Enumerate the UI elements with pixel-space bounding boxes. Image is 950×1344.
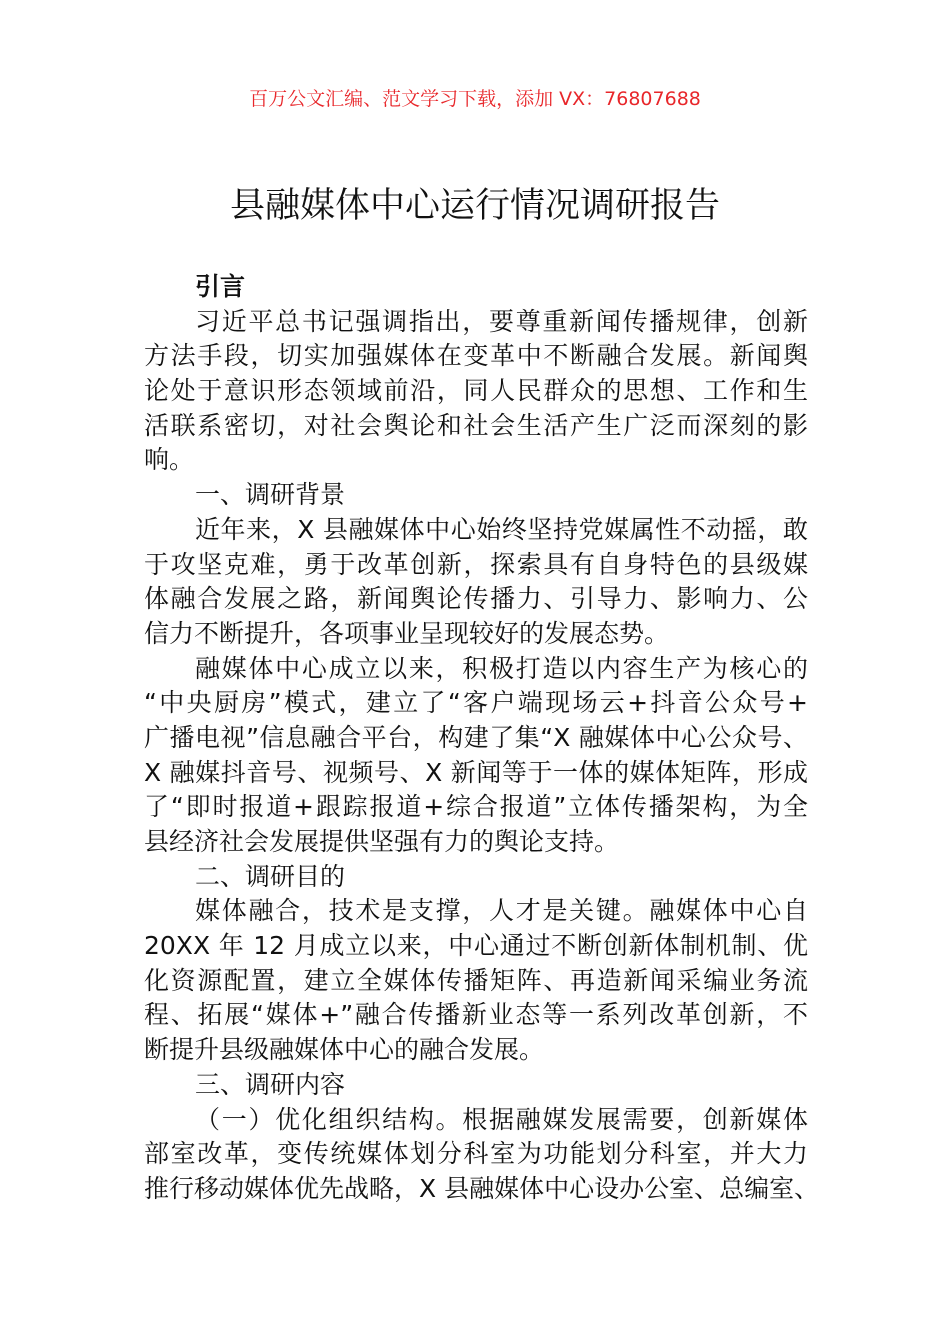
paragraph-line: 化资源配置，建立全媒体传播矩阵、再造新闻采编业务流	[144, 965, 808, 995]
paragraph-line: 20XX 年 12 月成立以来，中心通过不断创新体制机制、优	[144, 931, 808, 961]
paragraph-line: 于攻坚克难，勇于改革创新，探索具有自身特色的县级媒	[144, 549, 808, 579]
paragraph-line: “中央厨房”模式，建立了“客户端现场云+抖音公众号+	[144, 688, 808, 718]
paragraph-line: X 融媒抖音号、视频号、X 新闻等于一体的媒体矩阵，形成	[144, 757, 808, 787]
paragraph-line: 响。	[144, 445, 195, 475]
paragraph-line: 了“即时报道+跟踪报道+综合报道”立体传播架构，为全	[144, 792, 808, 822]
paragraph-line: 部室改革，变传统媒体划分科室为功能划分科室，并大力	[144, 1139, 808, 1169]
paragraph-line: （一）优化组织结构。根据融媒发展需要，创新媒体	[195, 1104, 808, 1134]
paragraph-line: 推行移动媒体优先战略，X 县融媒体中心设办公室、总编室、	[144, 1173, 820, 1203]
paragraph-line: 广播电视”信息融合平台，构建了集“X 融媒体中心公众号、	[144, 722, 808, 752]
section-heading-intro: 引言	[195, 272, 246, 301]
paragraph-line: 媒体融合，技术是支撑，人才是关键。融媒体中心自	[195, 896, 808, 926]
paragraph-line: 县经济社会发展提供坚强有力的舆论支持。	[144, 827, 620, 856]
section-heading-purpose: 二、调研目的	[195, 861, 346, 891]
paragraph-line: 方法手段，切实加强媒体在变革中不断融合发展。新闻舆	[144, 341, 808, 371]
paragraph-line: 活联系密切，对社会舆论和社会生活产生广泛而深刻的影	[144, 410, 808, 440]
watermark-header: 百万公文汇编、范文学习下载，添加 VX：76807688	[249, 88, 701, 110]
document-title: 县融媒体中心运行情况调研报告	[229, 186, 720, 226]
document-body	[144, 270, 820, 1207]
paragraph-line: 体融合发展之路，新闻舆论传播力、引导力、影响力、公	[144, 584, 808, 614]
paragraph-line: 程、拓展“媒体+”融合传播新业态等一系列改革创新，不	[144, 1000, 808, 1030]
paragraph-line: 信力不断提升，各项事业呈现较好的发展态势。	[144, 618, 670, 648]
paragraph-line: 习近平总书记强调指出，要尊重新闻传播规律，创新	[195, 306, 808, 336]
paragraph-line: 论处于意识形态领域前沿，同人民群众的思想、工作和生	[144, 376, 808, 406]
paragraph-line: 融媒体中心成立以来，积极打造以内容生产为核心的	[195, 653, 808, 683]
section-heading-background: 一、调研背景	[195, 480, 346, 510]
section-heading-content: 三、调研内容	[195, 1069, 346, 1099]
paragraph-line: 近年来，X 县融媒体中心始终坚持党媒属性不动摇，敢	[195, 514, 808, 544]
paragraph-line: 断提升县级融媒体中心的融合发展。	[144, 1035, 545, 1065]
